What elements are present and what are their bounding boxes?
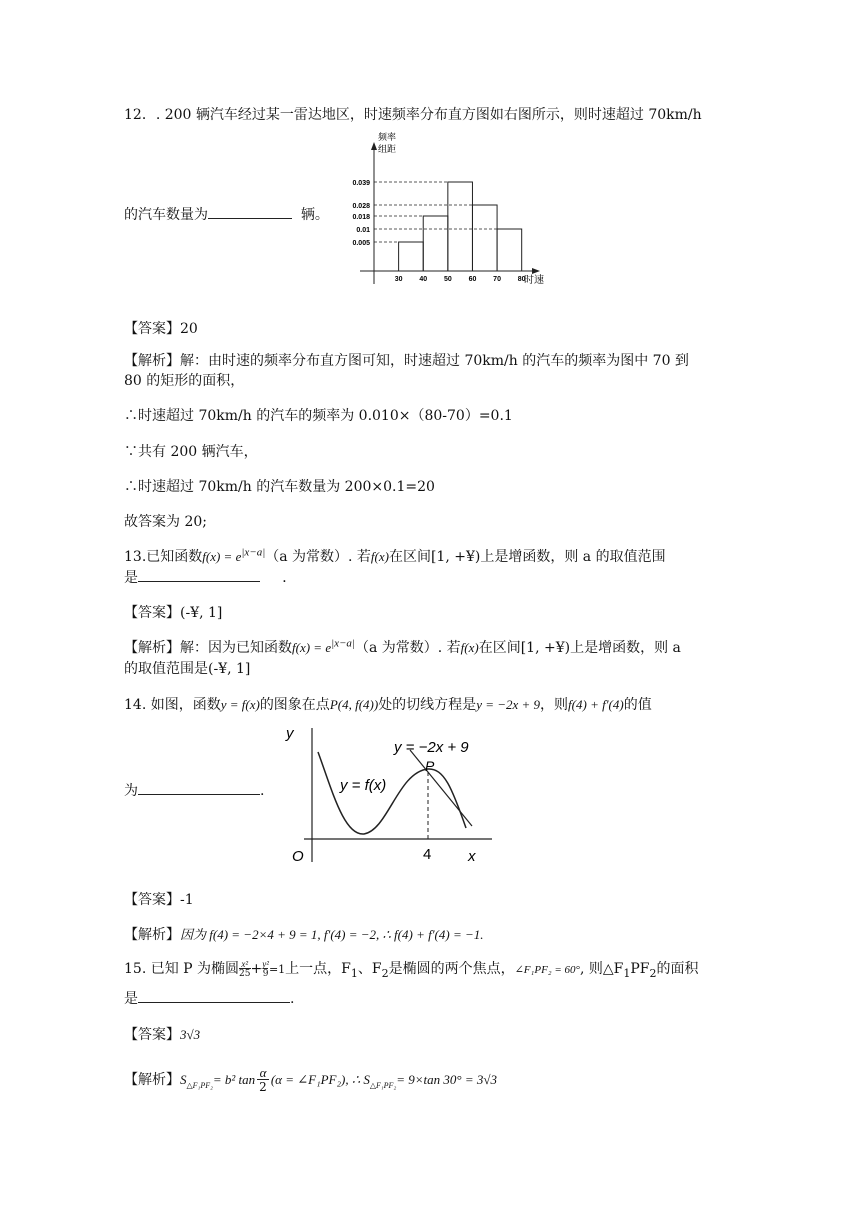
x-tick-label: 70 [493, 276, 501, 283]
answer-tag: 【答案】 [124, 1027, 180, 1043]
x-axis-arrow [532, 268, 540, 274]
analysis-tag: 【解析】 [124, 927, 180, 943]
q15-text-d: 是椭圆的两个焦点， [388, 961, 515, 977]
y-label-top: 频率 [378, 132, 397, 142]
ellipse-frac2 [262, 960, 269, 979]
x-tick-label: 60 [468, 276, 477, 283]
analysis-tag: 【解析】 [124, 640, 180, 656]
q13-an-b: （a 为常数）. 若 [354, 640, 461, 656]
y-label-bottom: 组距 [378, 144, 397, 154]
q14-answer [124, 889, 194, 909]
x-tick-label: 80 [517, 276, 526, 283]
q13-an-exponent: |x−a| [331, 637, 355, 650]
q14-line2-a: 为 [124, 783, 138, 799]
q15-an-frac-num: α [259, 1065, 267, 1080]
q15-line2 [124, 988, 294, 1008]
analysis-text: 解：由时速的频率分布直方图可知，时速超过 70km/h 的汽车的频率为图中 70 到 [180, 353, 689, 369]
q13-exponent: |x−a| [241, 546, 266, 559]
ellipse-eq: =1 [268, 963, 286, 976]
q15-an-rest: (α = ∠F₁PF₂), ∴ S [270, 1072, 370, 1087]
q14-text-b: 的图象在点 [259, 697, 330, 713]
q15-text-g: 的面积 [656, 961, 699, 977]
q15-answer-blank [138, 988, 290, 1003]
q15-line2-b: . [290, 991, 295, 1007]
q15-analysis [124, 1066, 497, 1094]
answer-tag: 【答案】 [124, 605, 180, 621]
answer-tag: 【答案】 [124, 892, 180, 908]
q14-answer-blank [138, 780, 260, 795]
q14-analysis-text: 因为 f(4) = −2×4 + 9 = 1, f′(4) = −2, ∴ f(4) + f′(4) = −1. [180, 927, 484, 942]
q13-line1 [124, 546, 666, 566]
y-tick-label: 0.039 [352, 180, 370, 187]
q13-text-c: 在区间[1, +¥)上是增函数，则 a 的取值范围 [388, 549, 666, 565]
q14-tangent: y = −2x + 9 [476, 697, 541, 712]
q12-answer-blank [208, 204, 292, 219]
q15-text-a: 15. 已知 P 为椭圆 [124, 961, 240, 977]
q15-text-b: 上一点，F [285, 961, 351, 977]
graph-x-label: x [468, 848, 476, 865]
q12-line2-pre: 的汽车数量为 [124, 207, 208, 223]
q15-an-end: = 9×tan 30° = 3√3 [396, 1072, 497, 1087]
q15-an-frac-den: 2 [259, 1080, 267, 1094]
q15-line2-a: 是 [124, 991, 138, 1007]
answer-value: -1 [180, 892, 194, 908]
q13-answer [124, 602, 222, 622]
graph-P-label: P [425, 758, 435, 774]
q15-an-s: S [180, 1072, 187, 1087]
x-label: 时速 [524, 275, 544, 286]
q12-analysis-l2: 80 的矩形的面积， [124, 373, 245, 389]
graph-curve-label: y = f(x) [340, 777, 387, 794]
q13-an-a: 解：因为已知函数 [180, 640, 292, 656]
q13-analysis-l2: 的取值范围是(-¥, 1] [124, 661, 251, 677]
q15-answer [124, 1024, 200, 1044]
q13-text-b: （a 为常数）. 若 [265, 549, 371, 565]
analysis-tag: 【解析】 [124, 1072, 180, 1088]
q14-expr: f(4) + f′(4) [568, 697, 624, 712]
graph-tangent-label: y = −2x + 9 [394, 739, 469, 756]
q13-line2-b: ． [282, 570, 297, 586]
q14-yfx: y = f(x) [220, 697, 260, 712]
ellipse-frac1 [239, 960, 250, 979]
y-tick-label: 0.018 [352, 214, 370, 221]
q14-line1 [124, 694, 652, 714]
q15-text-e: , 则△F [579, 961, 624, 977]
q13-line2-a: 是 [124, 570, 138, 586]
q13-an-c: 在区间[1, +¥)上是增函数，则 a [478, 640, 681, 656]
x-tick-label: 50 [443, 276, 452, 283]
frequency-histogram [338, 130, 553, 292]
q12-step1: ∴时速超过 70km/h 的汽车的频率为 0.010×（80-70）=0.1 [124, 408, 513, 424]
x-tick-label: 40 [419, 276, 428, 283]
q15-an-sub2: △F₁PF₂ [369, 1080, 397, 1090]
graph-4-label: 4 [423, 846, 432, 863]
answer-value: 20 [180, 321, 198, 337]
q13-line2 [124, 567, 296, 587]
x-tick-label: 30 [394, 276, 403, 283]
q15-text-c: 、F [357, 961, 382, 977]
graph-y-label: y [286, 725, 294, 742]
q14-line2-b: . [260, 783, 265, 799]
histogram-bar [399, 242, 424, 271]
q14-analysis [124, 924, 484, 944]
histogram-bar [497, 229, 522, 271]
q12-step2: ∵共有 200 辆汽车， [124, 444, 258, 460]
q12-line2-post: 辆。 [300, 207, 329, 223]
analysis-tag: 【解析】 [124, 353, 180, 369]
q14-point: P(4, f(4)) [329, 697, 379, 712]
q15-sub2b: 2 [649, 966, 657, 980]
q12-answer [124, 318, 198, 338]
y-tick-label: 0.005 [352, 240, 370, 247]
q12-line1: 12．. 200 辆汽车经过某一雷达地区，时速频率分布直方图如右图所示，则时速超过 70km/h [124, 107, 702, 123]
q14-text-a: 14. 如图，函数 [124, 697, 221, 713]
q13-text-a: 13.已知函数 [124, 549, 203, 565]
histogram-bar [423, 216, 448, 271]
answer-tag: 【答案】 [124, 321, 180, 337]
q15-an-frac [257, 1066, 269, 1094]
q14-text-d: ，则 [540, 697, 569, 713]
q15-an-sub: △F₁PF₂ [186, 1080, 213, 1090]
function-graph [280, 718, 500, 868]
q14-text-e: 的值 [623, 697, 652, 713]
ellipse-num2: y² [262, 958, 269, 969]
q12-step4: 故答案为 20; [124, 514, 207, 530]
y-tick-label: 0.028 [352, 203, 370, 210]
q13-analysis-l1 [124, 637, 681, 657]
y-tick-label: 0.01 [356, 227, 370, 234]
q15-angle: ∠F₁PF₂ = 60° [514, 964, 580, 976]
histogram-bar [472, 205, 497, 271]
q14-text-c: 处的切线方程是 [378, 697, 477, 713]
q15-line1: 15. 已知 P 为椭圆$\frac{\text{x²}}{25}+\frac{\text{y²}}{9}=1$上一点，$F_1$、$F_2$是椭圆的两个焦点，∠F₁PF₂ = 60°, 则$\triangle F_1PF_2$的面积 [124, 958, 699, 980]
ellipse-num1: x² [241, 958, 249, 969]
q13-an-function: f(x) = e [292, 640, 332, 655]
y-axis-arrow [371, 142, 377, 150]
q15-sub2: 2 [381, 966, 389, 980]
q12-analysis-l1 [124, 350, 689, 370]
q12-step3: ∴时速超过 70km/h 的汽车数量为 200×0.1=20 [124, 479, 435, 495]
q15-sub1b: 1 [623, 966, 631, 980]
histogram-bar [448, 182, 473, 271]
answer-value: 3√3 [180, 1027, 201, 1042]
ellipse-den2: 9 [262, 968, 269, 979]
answer-value: (-¥, 1] [180, 605, 223, 621]
q15-an-eq: = b² tan [212, 1072, 256, 1087]
q13-function: f(x) = e [202, 549, 242, 564]
q13-fx: f(x) [370, 549, 389, 564]
tangent-line [410, 750, 472, 826]
q13-an-fx: f(x) [460, 640, 479, 655]
graph-origin-label: O [292, 848, 304, 865]
ellipse-den1: 25 [239, 968, 251, 979]
q15-sub1: 1 [350, 966, 358, 980]
q12-line2 [124, 204, 329, 224]
q13-answer-blank [138, 567, 260, 582]
q15-text-f: PF [630, 961, 650, 977]
q14-line2 [124, 780, 264, 800]
